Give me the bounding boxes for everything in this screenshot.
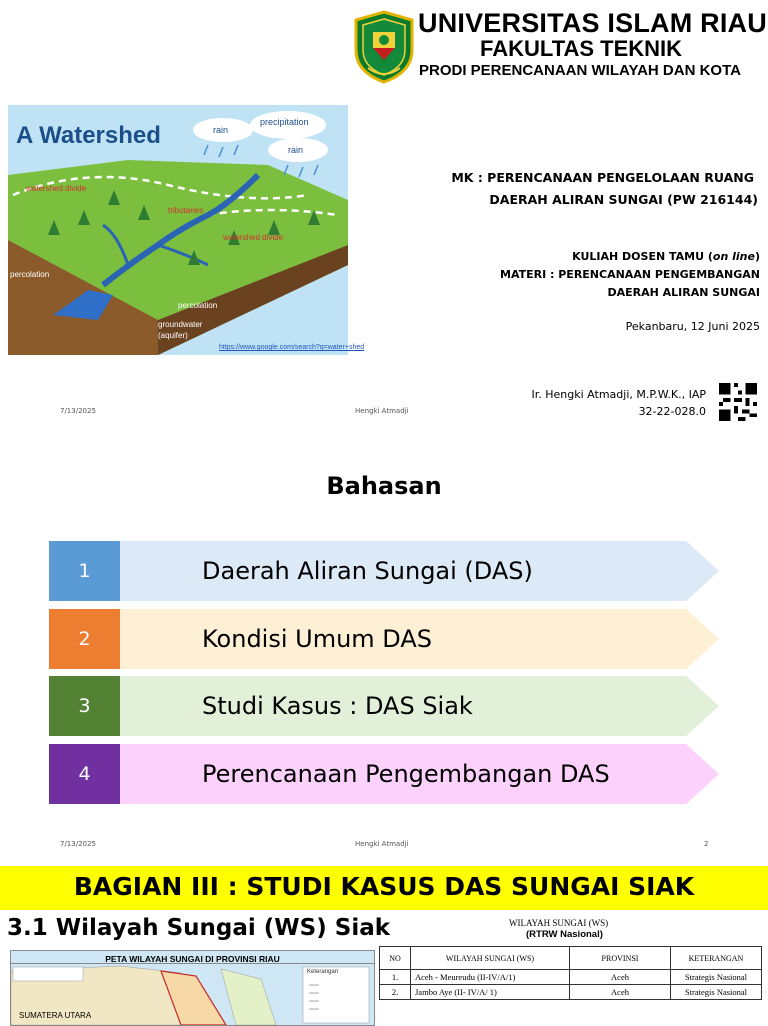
table-subcaption: (RTRW Nasional) [526, 929, 603, 940]
label-rain1: rain [213, 125, 229, 135]
table-header-row [380, 947, 762, 970]
map-region-label: SUMATERA UTARA [19, 1011, 92, 1020]
table-cell: Jambo Aye (II- IV/A/ 1) [411, 985, 570, 1000]
map-legend-title: Keterangan [307, 969, 339, 975]
label-percolation2: percolation [178, 301, 218, 310]
course-line-1: MK : PERENCANAAN PENGELOLAAN RUANG [451, 170, 754, 185]
label-divide2: watershed divide [223, 233, 284, 242]
agenda-item-2 [49, 609, 719, 669]
agenda-text: Perencanaan Pengembangan DAS [202, 760, 610, 788]
university-logo [352, 10, 416, 84]
agenda-item-3 [49, 676, 719, 736]
slide2-footer-author: Hengki Atmadji [355, 840, 409, 848]
table-cell: Aceh - Meureudu (II-IV/A/1) [411, 970, 570, 985]
qr-code-icon [719, 383, 757, 421]
watershed-illustration [8, 105, 348, 355]
agenda-number: 3 [49, 676, 120, 736]
agenda-text: Daerah Aliran Sungai (DAS) [202, 557, 533, 585]
label-rain2: rain [288, 145, 304, 155]
table-cell: 1. [380, 970, 411, 985]
column-header: WILAYAH SUNGAI (WS) [411, 947, 570, 970]
agenda-text: Kondisi Umum DAS [202, 625, 433, 653]
section-banner-text: BAGIAN III : STUDI KASUS DAS SUNGAI SIAK [73, 872, 695, 901]
table-cell: Aceh [570, 970, 671, 985]
course-line-2: DAERAH ALIRAN SUNGAI (PW 216144) [489, 192, 758, 207]
column-header: KETERANGAN [671, 947, 762, 970]
table-cell: Strategis Nasional [671, 985, 762, 1000]
slide2-page-number: 2 [704, 840, 709, 848]
table-caption: WILAYAH SUNGAI (WS) [509, 918, 609, 928]
label-groundwater: groundwater [158, 320, 203, 329]
table-cell: Strategis Nasional [671, 970, 762, 985]
river-map [10, 950, 375, 1026]
place-date: Pekanbaru, 12 Juni 2025 [625, 320, 760, 333]
table-row [380, 970, 762, 985]
section-title: 3.1 Wilayah Sungai (WS) Siak [7, 915, 391, 941]
river-region-table [379, 946, 762, 1000]
column-header: PROVINSI [570, 947, 671, 970]
map-title: PETA WILAYAH SUNGAI DI PROVINSI RIAU [105, 954, 280, 964]
agenda-number: 4 [49, 744, 120, 804]
table-row [380, 985, 762, 1000]
agenda-number: 1 [49, 541, 120, 601]
author-id: 32-22-028.0 [638, 405, 706, 418]
university-name: UNIVERSITAS ISLAM RIAU [418, 8, 767, 38]
watershed-source-link[interactable]: https://www.google.com/search?q=water+shed [219, 344, 365, 351]
column-header: NO [380, 947, 411, 970]
section-banner [0, 866, 768, 910]
label-aquifer: (aquifer) [158, 331, 188, 340]
table-cell: Aceh [570, 985, 671, 1000]
slide2-footer-date: 7/13/2025 [60, 840, 96, 848]
author-name: Ir. Hengki Atmadji, M.P.W.K., IAP [531, 388, 706, 401]
slide1-footer-author: Hengki Atmadji [355, 407, 409, 415]
program-name: PRODI PERENCANAAN WILAYAH DAN KOTA [419, 62, 741, 79]
lecture-line-1: KULIAH DOSEN TAMU (on line) [572, 250, 760, 263]
lecture-line-2: MATERI : PERENCANAAN PENGEMBANGAN [500, 268, 760, 281]
table-cell: 2. [380, 985, 411, 1000]
agenda-item-1 [49, 541, 719, 601]
label-tributaries: tributaries [168, 206, 204, 215]
agenda-title: Bahasan [326, 472, 442, 500]
slide1-footer-date: 7/13/2025 [60, 407, 96, 415]
label-divide1: watershed divide [26, 184, 87, 193]
watershed-title: A Watershed [16, 122, 161, 149]
agenda-text: Studi Kasus : DAS Siak [202, 692, 473, 720]
label-percolation1: percolation [10, 270, 50, 279]
label-precipitation: precipitation [260, 117, 309, 127]
agenda-number: 2 [49, 609, 120, 669]
faculty-name: FAKULTAS TEKNIK [480, 36, 683, 61]
agenda-item-4 [49, 744, 719, 804]
lecture-line-3: DAERAH ALIRAN SUNGAI [607, 286, 760, 299]
